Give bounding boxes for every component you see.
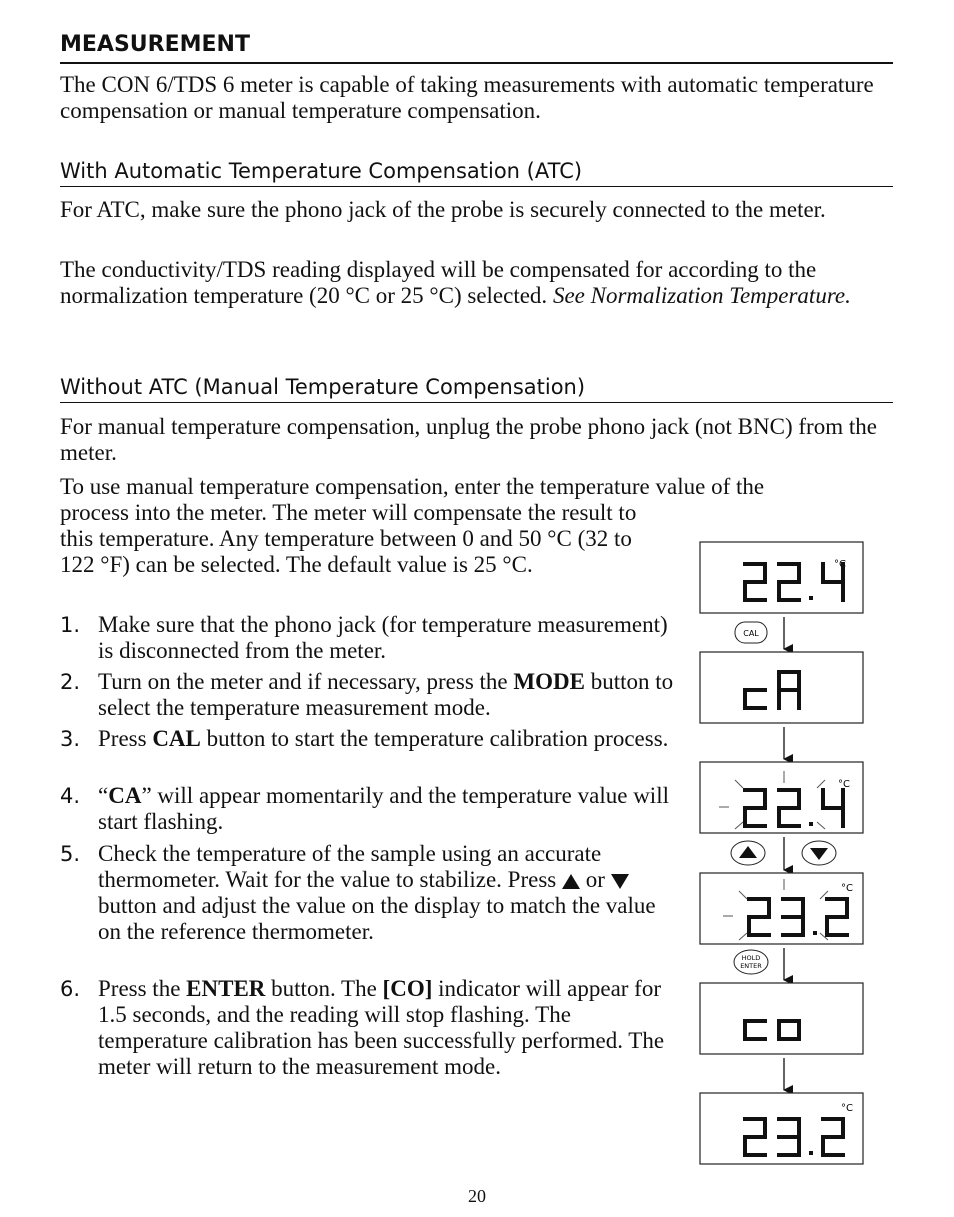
subheading-atc: With Automatic Temperature Compensation (ATC) [60,157,893,187]
atc-paragraph-2-text: The conductivity/TDS reading displayed will be compensated for according to the normalization temperature (20 °C or 25 °C) selected. [60,257,817,308]
mode-button-label: MODE [513,669,585,694]
up-arrow-icon [562,874,580,889]
lcd-display-1 [700,542,863,613]
manual-paragraph-1: For manual temperature compensation, unplug the probe phono jack (not BNC) from the meter. [60,414,877,465]
step-text: Turn on the meter and if necessary, press the MODE button to select the temperature measurement mode. [98,669,674,720]
ca-indicator-label: CA [108,783,142,808]
step-text: “CA” will appear momentarily and the temperature value will start flashing. [98,783,669,834]
cal-button-label: CAL [152,726,201,751]
atc-paragraph-2 [60,257,893,309]
step-6 [60,976,680,1080]
step-number: 4. [60,784,81,808]
step-1 [60,612,680,664]
section-heading-measurement: MEASUREMENT [60,30,893,64]
manual-paragraph-2-rest: process into the meter. The meter will compensate the result to this temperature. Any temperature between 0 and 50 °C (32 to 122 °F) can be selected. The default value is 25 °C. [60,500,637,577]
step-text: Check the temperature of the sample using an accurate thermometer. Wait for the value to stabilize. Press or button and adjust the value on the display to match the value on the reference thermometer. [98,841,656,944]
enter-label: ENTER [740,962,762,970]
calibration-display-sequence [695,535,870,1175]
unit-label: °C [838,779,850,790]
lcd-display-4 [700,873,863,944]
step-number: 2. [60,670,81,694]
step-2 [60,669,680,721]
cal-button-text: CAL [743,629,759,638]
step-text: Make sure that the phono jack (for temperature measurement) is disconnected from the meter. [98,612,668,663]
unit-label: °C [834,559,846,570]
step-4 [60,783,680,835]
step-number: 6. [60,977,81,1001]
lcd-display-6 [700,1093,863,1164]
hold-enter-button [734,950,768,974]
step-3 [60,726,680,752]
cal-button [735,622,767,643]
step-text: Press CAL button to start the temperature calibration process. [98,726,669,751]
step-number: 5. [60,842,81,866]
co-indicator-label: [CO] [382,976,433,1001]
lcd-display-2 [700,652,863,723]
step-text: Press the ENTER button. The [CO] indicator will appear for 1.5 seconds, and the reading will stop flashing. The temperature calibration has been successfully performed. The meter will return to the measurement mode. [98,976,665,1079]
enter-button-label: ENTER [186,976,266,1001]
unit-label: °C [841,883,853,894]
subheading-manual: Without ATC (Manual Temperature Compensation) [60,373,893,403]
lcd-display-3 [700,762,863,833]
down-arrow-icon [611,874,629,889]
step-number: 3. [60,727,81,751]
up-button [731,841,765,865]
hold-label: HOLD [741,954,761,962]
page-number: 20 [468,1186,486,1206]
lcd-display-5 [700,983,863,1054]
atc-paragraph-1: For ATC, make sure the phono jack of the probe is securely connected to the meter. [60,197,826,222]
step-5 [60,841,680,945]
intro-paragraph: The CON 6/TDS 6 meter is capable of taking measurements with automatic temperature compensation or manual temperature compensation. [60,72,874,123]
manual-paragraph-2-line1: To use manual temperature compensation, enter the temperature value of the [60,474,765,499]
step-number: 1. [60,613,81,637]
down-button [802,841,836,865]
normalization-reference: See Normalization Temperature. [552,283,851,308]
unit-label: °C [841,1103,853,1114]
